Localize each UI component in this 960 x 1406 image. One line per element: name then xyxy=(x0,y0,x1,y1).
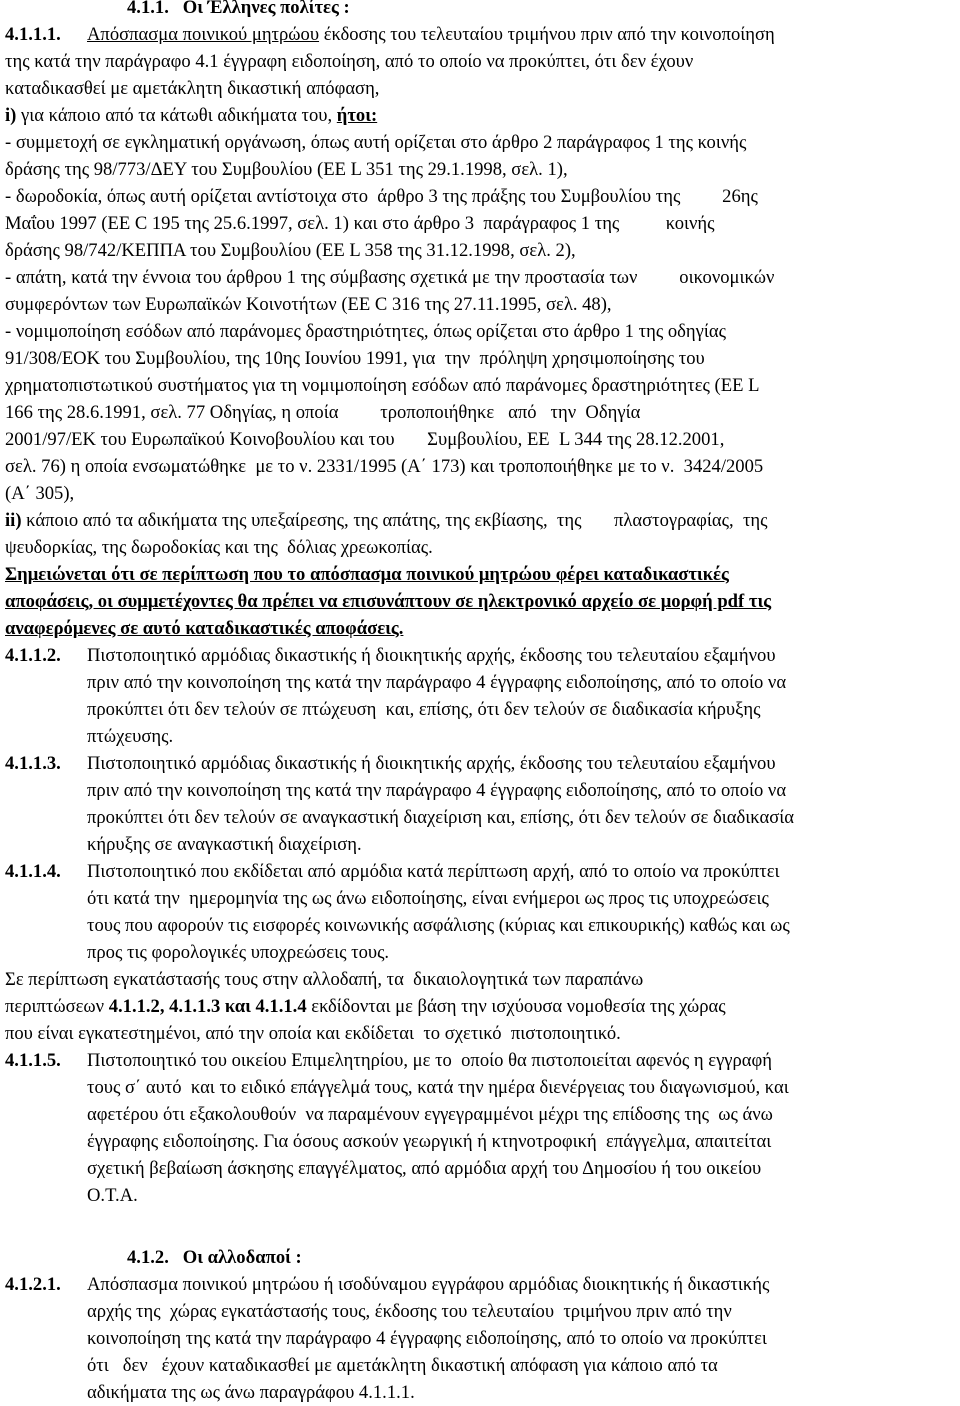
text-line: σχετική βεβαίωση άσκησης επαγγέλματος, από αρμόδια αρχή του Δημοσίου ή του οικείου xyxy=(87,1158,762,1179)
text-line: έγγραφης ειδοποίησης. Για όσους ασκούν γεωργική ή κτηνοτροφική επάγγελμα, απαιτείται xyxy=(87,1131,772,1152)
clause-number-4-1-1-5: 4.1.1.5. xyxy=(5,1050,61,1071)
text-line: σελ. 76) η οποία ενσωματώθηκε με το ν. 2331/1995 (Α΄ 173) και τροποποιήθηκε με το ν. 3424/2005 xyxy=(5,456,764,477)
text-line xyxy=(5,507,768,534)
clause-number-4-1-2-1: 4.1.2.1. xyxy=(5,1274,61,1295)
text-line: που είναι εγκατεστημένοι, από την οποία και εκδίδεται το σχετικό πιστοποιητικό. xyxy=(5,1023,621,1044)
text-line: συμφερόντων των Ευρωπαϊκών Κοινοτήτων (ΕΕ C 316 της 27.11.1995, σελ. 48), xyxy=(5,294,612,315)
clause-number-4-1-1-2: 4.1.1.2. xyxy=(5,645,61,666)
text-line: Απόσπασμα ποινικού μητρώου ή ισοδύναμου εγγράφου αρμόδιας διοικητικής ή δικαστικής xyxy=(87,1274,770,1295)
text-line: δράσης 98/742/ΚΕΠΠΑ του Συμβουλίου (ΕΕ L 358 της 31.12.1998, σελ. 2), xyxy=(5,240,576,261)
text-line: - απάτη, κατά την έννοια του άρθρου 1 της σύμβασης σχετικά με την προστασία των οικονομικών xyxy=(5,267,775,288)
text-line: Ο.Τ.Α. xyxy=(87,1185,138,1206)
text-line xyxy=(5,102,377,129)
text-line: Πιστοποιητικό που εκδίδεται από αρμόδια κατά περίπτωση αρχή, από το οποίο να προκύπτει xyxy=(87,861,780,882)
item-i-text: για κάποιο από τα κάτωθι αδικήματα του, xyxy=(16,105,337,126)
text-line: - δωροδοκία, όπως αυτή ορίζεται αντίστοιχα στο άρθρο 3 της πράξης του Συμβουλίου της 26ης xyxy=(5,186,758,207)
text-line: 166 της 28.6.1991, σελ. 77 Οδηγίας, η οποία τροποποιήθηκε από την Οδηγία xyxy=(5,402,641,423)
text-line: τους που αφορούν τις εισφορές κοινωνικής ασφάλισης (κύριας και επικουρικής) καθώς και ως xyxy=(87,915,790,936)
text-line: κοινοποίηση της κατά την παράγραφο 4 έγγραφης ειδοποίησης, από το οποίο να προκύπτει xyxy=(87,1328,767,1349)
clause-references: 4.1.1.2, 4.1.1.3 και 4.1.1.4 xyxy=(108,996,307,1017)
note-line: αποφάσεις, οι συμμετέχοντες θα πρέπει να επισυνάπτουν σε ηλεκτρονικό αρχείο σε μορφή pdf τις xyxy=(5,591,772,612)
text-line: 91/308/ΕΟΚ του Συμβουλίου, της 10ης Ιουνίου 1991, για την πρόληψη χρησιμοποίησης του xyxy=(5,348,705,369)
text-line: προς τις φορολογικές υποχρεώσεις τους. xyxy=(87,942,390,963)
clause-4-1-1-1-text: έκδοσης του τελευταίου τριμήνου πριν από την κοινοποίηση xyxy=(319,24,775,45)
item-marker-ii: ii) xyxy=(5,510,22,531)
text-line: (Α΄ 305), xyxy=(5,483,75,504)
text-line: κήρυξης σε αναγκαστική διαχείριση. xyxy=(87,834,362,855)
note-line: αναφερόμενες σε αυτό καταδικαστικές αποφάσεις. xyxy=(5,618,404,639)
text-line: - νομιμοποίηση εσόδων από παράνομες δραστηριότητες, όπως ορίζεται στο άρθρο 1 της οδηγίας xyxy=(5,321,726,342)
text-span: εκδίδονται με βάση την ισχύουσα νομοθεσία της χώρας xyxy=(306,996,726,1017)
text-line: Πιστοποιητικό αρμόδιας δικαστικής ή διοικητικής αρχής, έκδοσης του τελευταίου εξαμήνου xyxy=(87,645,776,666)
clause-4-1-1-1-title: Απόσπασμα ποινικού μητρώου xyxy=(87,24,320,45)
text-line: πτώχευσης. xyxy=(87,726,174,747)
text-line: Πιστοποιητικό του οικείου Επιμελητηρίου, με το οποίο θα πιστοποιείται αφενός η εγγραφή xyxy=(87,1050,772,1071)
text-line: καταδικασθεί με αμετάκλητη δικαστική απόφαση, xyxy=(5,78,380,99)
text-line: ψευδορκίας, της δωροδοκίας και της δόλιας χρεωκοπίας. xyxy=(5,537,433,558)
clause-number-4-1-1-3: 4.1.1.3. xyxy=(5,753,61,774)
text-line: ότι κατά την ημερομηνία της ως άνω ειδοποίησης, είναι ενήμεροι ως προς τις υποχρεώσεις xyxy=(87,888,769,909)
text-line xyxy=(5,993,726,1020)
text-line: αρχής της χώρας εγκατάστασής τους, έκδοσης του τελευταίου τριμήνου πριν από την xyxy=(87,1301,732,1322)
section-heading-4-1-2: 4.1.2. Οι αλλοδαποί : xyxy=(127,1247,302,1268)
text-line: πριν από την κοινοποίηση της κατά την παράγραφο 4 έγγραφης ειδοποίησης, από το οποίο να xyxy=(87,780,787,801)
text-span: περιπτώσεων xyxy=(5,996,109,1017)
note-line: Σημειώνεται ότι σε περίπτωση που το απόσπασμα ποινικού μητρώου φέρει καταδικαστικές xyxy=(5,564,729,585)
text-line: ότι δεν έχουν καταδικασθεί με αμετάκλητη δικαστική απόφαση για κάποιο από τα xyxy=(87,1355,718,1376)
item-i-emphasis: ήτοι: xyxy=(336,105,378,126)
text-line: αφετέρου ότι εξακολουθούν να παραμένουν εγγεγραμμένοι μέχρι της επίδοσης της ως άνω xyxy=(87,1104,773,1125)
text-line: Μαΐου 1997 (ΕΕ C 195 της 25.6.1997, σελ. 1) και στο άρθρο 3 παράγραφος 1 της κοινής xyxy=(5,213,715,234)
text-line: Πιστοποιητικό αρμόδιας δικαστικής ή διοικητικής αρχής, έκδοσης του τελευταίου εξαμήνου xyxy=(87,753,776,774)
clause-number-4-1-1-4: 4.1.1.4. xyxy=(5,861,61,882)
item-ii-text: κάποιο από τα αδικήματα της υπεξαίρεσης, της απάτης, της εκβίασης, της πλαστογραφίας, της xyxy=(21,510,768,531)
text-line: της κατά την παράγραφο 4.1 έγγραφη ειδοποίηση, από το οποίο να προκύπτει, ότι δεν έχουν xyxy=(5,51,694,72)
section-heading-4-1-1: 4.1.1. Οι Έλληνες πολίτες : xyxy=(127,0,350,18)
text-line: αδικήματα της ως άνω παραγράφου 4.1.1.1. xyxy=(87,1382,415,1403)
text-line: Σε περίπτωση εγκατάστασής τους στην αλλοδαπή, τα δικαιολογητικά των παραπάνω xyxy=(5,969,644,990)
text-line: χρηματοπιστωτικού συστήματος για τη νομιμοποίηση εσόδων από παράνομες δραστηριότητες (ΕΕ L xyxy=(5,375,760,396)
item-marker-i: i) xyxy=(5,105,17,126)
text-line: δράσης της 98/773/ΔΕΥ του Συμβουλίου (ΕΕ L 351 της 29.1.1998, σελ. 1), xyxy=(5,159,568,180)
text-line: τους σ΄ αυτό και το ειδικό επάγγελμά τους, κατά την ημέρα διενέργειας του διαγωνισμού, και xyxy=(87,1077,789,1098)
text-line: πριν από την κοινοποίηση της κατά την παράγραφο 4 έγγραφης ειδοποίησης, από το οποίο να xyxy=(87,672,787,693)
text-line: προκύπτει ότι δεν τελούν σε πτώχευση και, επίσης, ότι δεν τελούν σε διαδικασία κήρυξης xyxy=(87,699,761,720)
clause-4-1-1-1-line-1 xyxy=(87,21,775,48)
text-line: 2001/97/ΕΚ του Ευρωπαϊκού Κοινοβουλίου και του Συμβουλίου, ΕΕ L 344 της 28.12.2001, xyxy=(5,429,725,450)
text-line: - συμμετοχή σε εγκληματική οργάνωση, όπως αυτή ορίζεται στο άρθρο 2 παράγραφος 1 της κοινής xyxy=(5,132,747,153)
clause-number-4-1-1-1: 4.1.1.1. xyxy=(5,24,61,45)
text-line: προκύπτει ότι δεν τελούν σε αναγκαστική διαχείριση και, επίσης, ότι δεν τελούν σε διαδικασία xyxy=(87,807,794,828)
